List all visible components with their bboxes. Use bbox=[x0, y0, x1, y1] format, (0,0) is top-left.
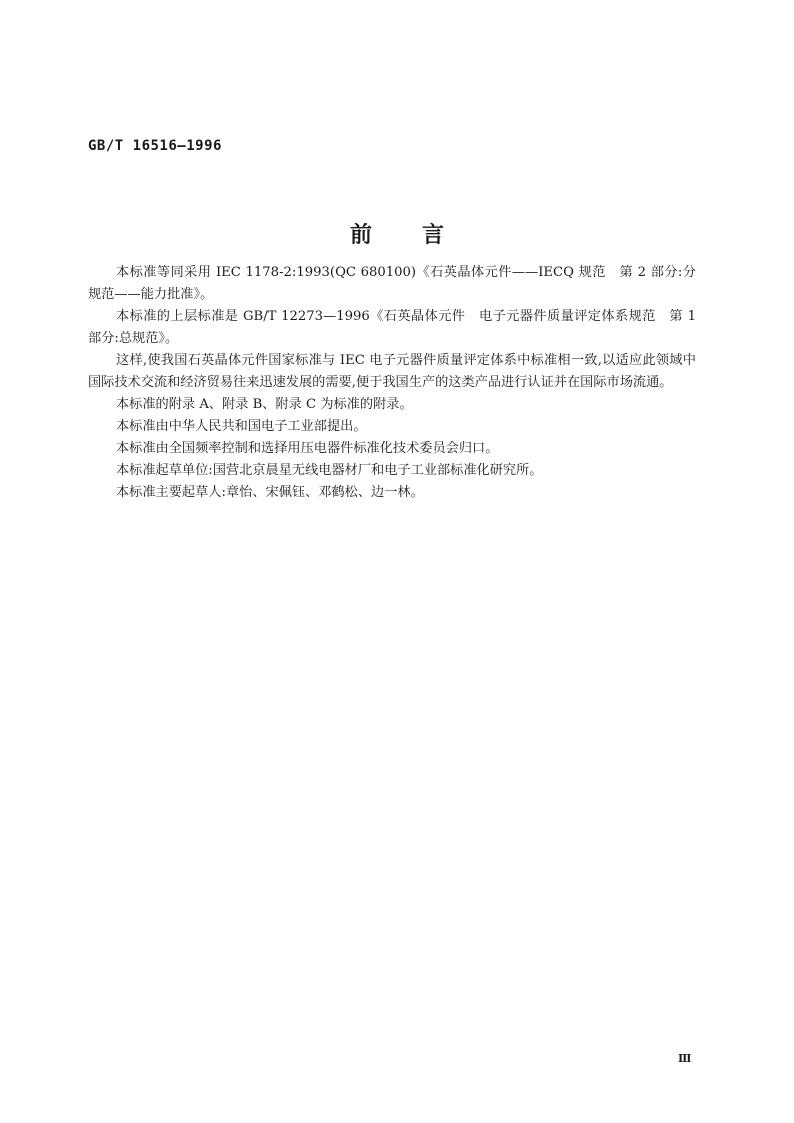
paragraph: 本标准主要起草人:章怡、宋佩钰、邓鹤松、边一林。 bbox=[116, 485, 424, 500]
paragraph: 本标准由中华人民共和国电子工业部提出。 bbox=[116, 419, 367, 434]
paragraph: 本标准的上层标准是 GB/T 12273—1996《石英晶体元件 电子元器件质量评定体系规范 第 1 部分:总规范》。 bbox=[88, 309, 696, 346]
paragraph: 本标准的附录 A、附录 B、附录 C 为标准的附录。 bbox=[116, 397, 413, 412]
foreword-body bbox=[88, 262, 696, 504]
paragraph: 本标准起草单位:国营北京晨星无线电器材厂和电子工业部标准化研究所。 bbox=[116, 463, 543, 478]
page-title bbox=[0, 218, 794, 249]
paragraph: 本标准等同采用 IEC 1178-2:1993(QC 680100)《石英晶体元件——IECQ 规范 第 2 部分:分规范——能力批准》。 bbox=[88, 265, 696, 302]
paragraph: 这样,使我国石英晶体元件国家标准与 IEC 电子元器件质量评定体系中标准相一致,以适应此领域中国际技术交流和经济贸易往来迅速发展的需要,便于我国生产的这类产品进行认证并在国际市场流通。 bbox=[88, 353, 696, 390]
title-char-1: 前 bbox=[349, 223, 372, 248]
standard-code: GB/T 16516—1996 bbox=[88, 138, 222, 154]
paragraph: 本标准由全国频率控制和选择用压电器件标准化技术委员会归口。 bbox=[116, 441, 499, 456]
title-char-2: 言 bbox=[422, 223, 445, 248]
page-number: Ⅲ bbox=[678, 1052, 692, 1065]
